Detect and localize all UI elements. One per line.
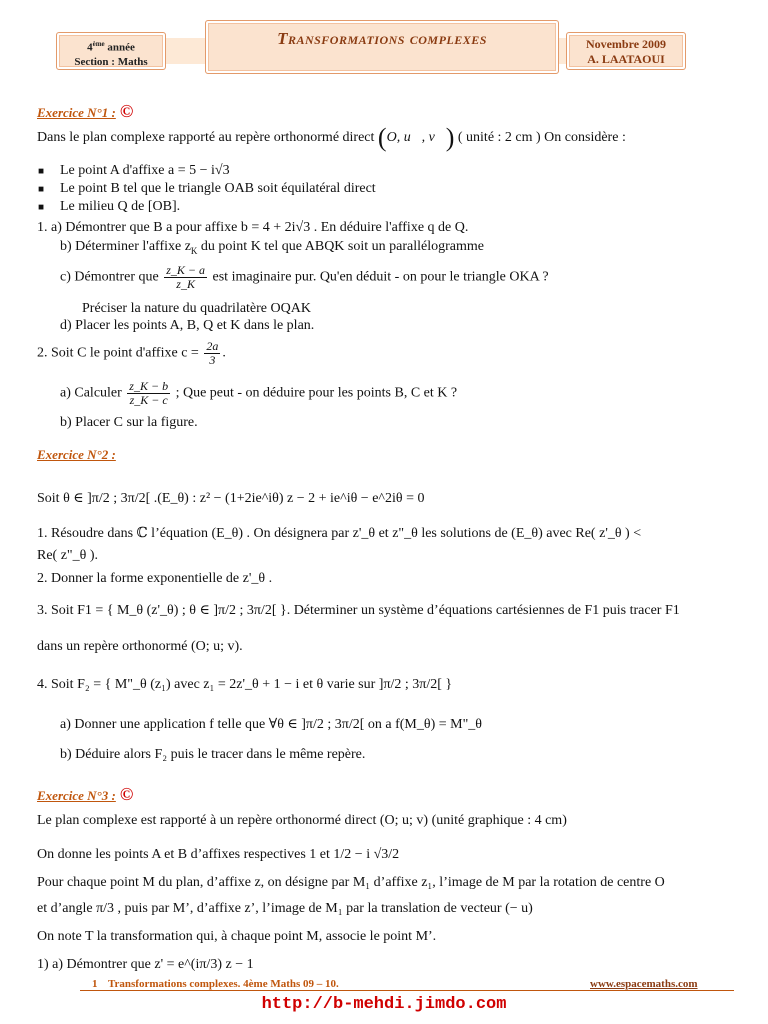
ex1-q1b: b) Déterminer l'affixe $z_K$ du point K tel que ABQK soit un parallélogramme — [60, 239, 484, 256]
ex1-q2a: a) Calculer $\frac{z\_K - b}{z\_K - c}$ ; Que peut - on déduire pour les points B, C et K ? — [60, 379, 458, 407]
header-date-box: Novembre 2009 A. LAATAOUI — [566, 32, 686, 70]
ex1-intro: Dans le plan complexe rapporté au repère orthonormé direct (O, u⃗, v⃗) ( unité : 2 cm ) On considère : — [37, 123, 626, 152]
header-title-box — [205, 20, 559, 74]
ex2-equation: Soit θ ∈ ]π/2 ; 3π/2[ .(E_θ) : z² − (1+2ie^iθ) z − 2 + ie^iθ − e^2iθ = 0 — [37, 491, 425, 506]
bullet-icon: ■ — [38, 202, 45, 213]
exercise-3-title: Exercice N°3 : © — [37, 784, 134, 804]
ex1-q2: 2. Soit C le point d'affixe c = $\frac{2a}{3}$ . — [37, 339, 226, 367]
ex1-bullet-3: Le milieu Q de [OB]. — [60, 199, 181, 214]
ex1-q1a: 1. a) Démontrer que B a pour affixe b = 4 + 2i√3 . En déduire l'affixe q de Q. — [37, 220, 469, 235]
ex3-l4: et d’angle π/3 , puis par M’, d’affixe z’, l’image de M₁ par la translation de vecteur (− u) — [37, 901, 533, 916]
ex2-q2: 2. Donner la forme exponentielle de z'_θ . — [37, 571, 273, 586]
bullet-icon: ■ — [38, 184, 45, 195]
ex1-bullet-2: Le point B tel que le triangle OAB soit équilatéral direct — [60, 181, 376, 196]
ex3-l1: Le plan complexe est rapporté à un repère orthonormé direct (O; u; v) (unité graphique : 4 cm) — [37, 813, 567, 828]
ex3-l5: On note T la transformation qui, à chaque point M, associe le point M’. — [37, 929, 437, 944]
bullet-icon: ■ — [38, 166, 45, 177]
ex3-l6: 1) a) Démontrer que z' = e^(iπ/3) z − 1 — [37, 957, 254, 972]
header-class-box: 4ème année Section : Maths — [56, 32, 166, 70]
ex3-l2: On donne les points A et B d’affixes respectives 1 et 1/2 − i √3/2 — [37, 847, 400, 862]
ex2-q4: 4. Soit F₂ = { M"_θ (z₁) avec z₁ = 2z'_θ + 1 − i et θ varie sur ]π/2 ; 3π/2[ } — [37, 677, 453, 692]
ex2-q1b: Re( z"_θ ). — [37, 548, 99, 563]
ex1-q1c2: Préciser la nature du quadrilatère OQAK — [82, 301, 311, 316]
document-title: Transformations complexes — [277, 29, 487, 48]
ex2-q3: 3. Soit F1 = { M_θ (z'_θ) ; θ ∈ ]π/2 ; 3π/2[ }. Déterminer un système d’équations cartésiennes de F1 puis tracer F1 — [37, 603, 680, 618]
ex2-q4b: b) Déduire alors F₂ puis le tracer dans le même repère. — [60, 747, 366, 762]
ex1-q1c: c) Démontrer que $\frac{z\_K - a}{z\_K}$ est imaginaire pur. Qu'en déduit - on pour le triangle OKA ? — [60, 263, 549, 291]
ex3-l3: Pour chaque point M du plan, d’affixe z, on désigne par M₁ d’affixe z₁, l’image de M par la rotation de centre O — [37, 875, 665, 890]
footer-site-link[interactable]: www.espacemaths.com — [590, 978, 698, 990]
exercise-2-title: Exercice N°2 : — [37, 447, 116, 462]
ex1-q1d: d) Placer les points A, B, Q et K dans le plan. — [60, 318, 315, 333]
copyright-icon: © — [119, 784, 134, 804]
exercise-1-title: Exercice N°1 : © — [37, 101, 134, 121]
ex1-q2b: b) Placer C sur la figure. — [60, 415, 198, 430]
footer-url-link[interactable]: http://b-mehdi.jimdo.com — [261, 995, 507, 1014]
copyright-icon: © — [119, 101, 134, 121]
ex2-q3b: dans un repère orthonormé (O; u; v). — [37, 639, 243, 654]
footer-page-number: 1 — [92, 978, 98, 990]
ex2-q1: 1. Résoudre dans ℂ l’équation (E_θ) . On désignera par z'_θ et z"_θ les solutions de (E_θ) avec Re( z'_θ ) < — [37, 526, 642, 541]
footer-divider — [80, 990, 734, 991]
ex2-q4a: a) Donner une application f telle que ∀θ ∈ ]π/2 ; 3π/2[ on a f(M_θ) = M"_θ — [60, 717, 483, 732]
footer-text: Transformations complexes. 4ème Maths 09 – 10. — [108, 978, 339, 990]
ex1-bullet-1: Le point A d'affixe a = 5 − i√3 — [60, 163, 230, 178]
